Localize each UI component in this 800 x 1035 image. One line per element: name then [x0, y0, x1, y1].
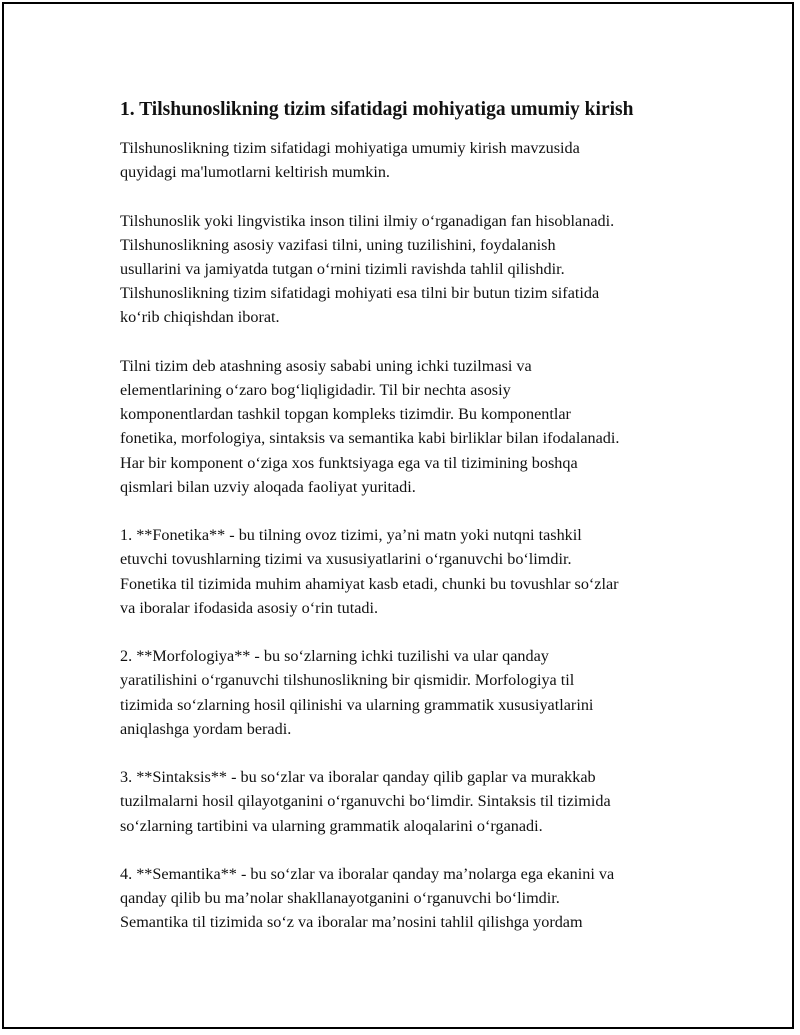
text-line: qanday qilib bu ma’nolar shakllanayotganini o‘rganuvchi bo‘limdir.: [120, 889, 560, 908]
text-line: Tilshunoslikning tizim sifatidagi mohiyati esa tilni bir butun tizim sifatida: [120, 284, 600, 303]
text-line: usullarini va jamiyatda tutgan o‘rnini tizimli ravishda tahlil qilishdir.: [120, 260, 565, 278]
text-line: tuzilmalarni hosil qilayotganini o‘rganuvchi bo‘limdir. Sintaksis til tizimida: [120, 792, 611, 811]
definition-paragraph: [120, 209, 700, 330]
syntax-paragraph: [120, 765, 700, 838]
page-title: 1. Tilshunoslikning tizim sifatidagi mohiyatiga umumiy kirish: [120, 99, 634, 120]
text-line: 1. **Fonetika** - bu tilning ovoz tizimi, ya’ni matn yoki nutqni tashkil: [120, 526, 582, 545]
text-line: so‘zlarning tartibini va ularning grammatik aloqalarini o‘rganadi.: [120, 816, 543, 835]
phonetics-paragraph: [120, 523, 700, 620]
text-line: qismlari bilan uzviy aloqada faoliyat yuritadi.: [120, 477, 416, 496]
text-line: 3. **Sintaksis** - bu so‘zlar va iboralar qanday qilib gaplar va murakkab: [120, 768, 596, 787]
semantics-paragraph: [120, 862, 700, 935]
system-paragraph: [120, 354, 700, 499]
morphology-paragraph: [120, 644, 700, 741]
text-line: quyidagi ma'lumotlarni keltirish mumkin.: [120, 163, 390, 182]
text-line: Tilshunoslikning asosiy vazifasi tilni, uning tuzilishini, foydalanish: [120, 235, 556, 254]
text-line: tizimida so‘zlarning hosil qilinishi va ularning grammatik xususiyatlarini: [120, 695, 594, 714]
document-body: [120, 98, 700, 959]
page-frame: [2, 2, 794, 1029]
text-line: yaratilishini o‘rganuvchi tilshunoslikning bir qismidir. Morfologiya til: [120, 671, 575, 690]
text-line: Tilshunoslik yoki lingvistika inson tilini ilmiy o‘rganadigan fan hisoblanadi.: [120, 211, 615, 230]
text-line: aniqlashga yordam beradi.: [120, 719, 292, 738]
text-line: ko‘rib chiqishdan iborat.: [120, 308, 280, 327]
text-line: elementlarining o‘zaro bog‘liqligidadir. Til bir nechta asosiy: [120, 381, 511, 399]
text-line: Semantika til tizimida so‘z va iboralar ma’nosini tahlil qilishga yordam: [120, 913, 583, 932]
text-line: Tilni tizim deb atashning asosiy sababi uning ichki tuzilmasi va: [120, 356, 532, 375]
text-line: Har bir komponent o‘ziga xos funktsiyaga ega va til tizimining boshqa: [120, 453, 578, 472]
text-line: 2. **Morfologiya** - bu so‘zlarning ichki tuzilishi va ular qanday: [120, 647, 549, 666]
text-line: Fonetika til tizimida muhim ahamiyat kasb etadi, chunki bu tovushlar so‘zlar: [120, 574, 619, 593]
text-line: etuvchi tovushlarning tizimi va xususiyatlarini o‘rganuvchi bo‘limdir.: [120, 550, 572, 569]
text-line: fonetika, morfologiya, sintaksis va semantika kabi birliklar bilan ifodalanadi.: [120, 429, 620, 448]
text-line: Tilshunoslikning tizim sifatidagi mohiyatiga umumiy kirish mavzusida: [120, 139, 580, 157]
text-line: va iboralar ifodasida asosiy o‘rin tutadi.: [120, 598, 379, 617]
text-line: komponentlardan tashkil topgan kompleks tizimdir. Bu komponentlar: [120, 405, 571, 424]
text-line: 4. **Semantika** - bu so‘zlar va iboralar qanday ma’nolarga ega ekanini va: [120, 865, 615, 883]
intro-paragraph: [120, 136, 700, 184]
